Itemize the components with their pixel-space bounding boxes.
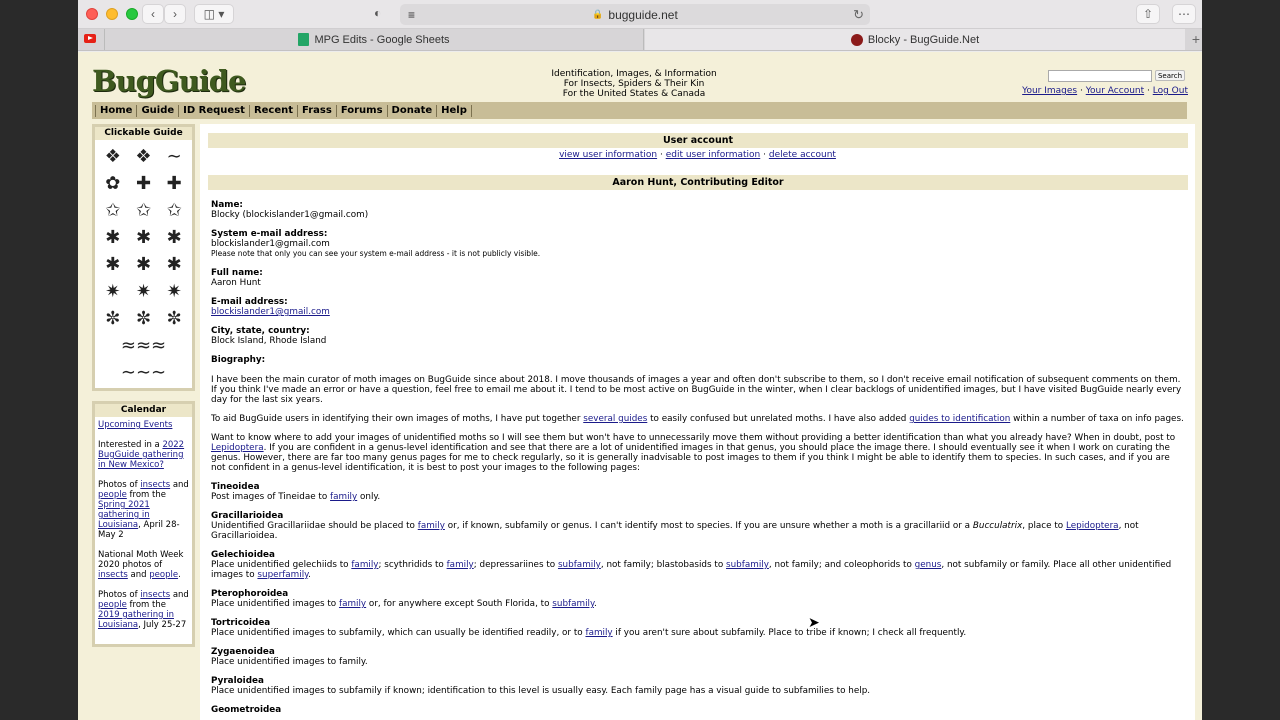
text: only. <box>357 492 381 502</box>
group-name: Pterophoroidea <box>211 589 289 599</box>
clickable-guide-grid <box>95 140 192 388</box>
text: , not family; blastobasids to <box>600 560 727 570</box>
text: . <box>593 599 597 609</box>
insects-link[interactable]: insects <box>140 480 171 490</box>
calendar-box <box>92 401 195 647</box>
new-tab-icon[interactable]: + <box>1191 31 1200 47</box>
group-name: Pyraloidea <box>211 676 264 686</box>
text: or, if known, subfamily or genus. I can't identify most to species. If you are unsure whether a moth is a gracillariid or a <box>444 521 973 531</box>
scorpion-icon[interactable]: ✼ <box>166 307 182 329</box>
group-zygaenoidea <box>211 647 1186 667</box>
bio-paragraph: I have been the main curator of moth images on BugGuide since about 2018. I move thousands of images a year and often don't subscribe to them, so I don't receive email notification of subsequent comments on them. If you think I've made an error or have a question, feel free to email me about it. I tend to be most active on BugGuide in the winter, when I clear backlogs of unidentified images, but I have visited BugGuide nearly every day for the last six years. <box>211 375 1182 405</box>
calendar-title: Calendar <box>95 404 192 417</box>
superfamily-link[interactable]: superfamily <box>257 570 309 580</box>
email-link[interactable]: blockislander1@gmail.com <box>211 307 330 317</box>
millipede-icon[interactable]: ∼∼∼ <box>120 361 167 383</box>
account-details <box>211 200 1186 720</box>
address-bar[interactable] <box>400 4 870 25</box>
privacy-shield-icon[interactable]: ◐ <box>374 6 382 20</box>
genus-name: Bucculatrix <box>972 521 1023 531</box>
insects-link[interactable]: insects <box>98 570 128 580</box>
family-link[interactable]: family <box>417 521 445 531</box>
text: , not subfamily or family. Place all other unidentified images to <box>211 560 1172 580</box>
group-pterophoroidea <box>211 589 1186 609</box>
group-name: Tineoidea <box>211 482 260 492</box>
family-link[interactable]: family <box>338 599 367 609</box>
lepidoptera-link[interactable]: Lepidoptera <box>1065 521 1119 531</box>
full-name-field <box>211 268 1186 288</box>
field-value: Aaron Hunt <box>211 278 261 288</box>
nav-donate[interactable]: Donate <box>388 105 438 117</box>
nav-frass[interactable]: Frass <box>298 105 337 117</box>
clickable-guide-title: Clickable Guide <box>95 127 192 140</box>
item-text: , April 28-May 2 <box>98 520 180 540</box>
subfamily-link[interactable]: subfamily <box>557 560 601 570</box>
weevil-icon[interactable]: ✷ <box>166 280 182 302</box>
group-name: Geometroidea <box>211 705 282 715</box>
insects-link[interactable]: insects <box>140 590 171 600</box>
tab-bugguide[interactable] <box>645 29 1185 50</box>
wasp-icon[interactable]: ✱ <box>135 226 152 248</box>
back-icon[interactable]: ‹ <box>142 4 164 24</box>
nav-recent[interactable]: Recent <box>250 105 298 117</box>
calendar-item <box>98 440 189 470</box>
subfamily-link[interactable]: subfamily <box>726 560 769 570</box>
item-text: Photos of <box>98 480 141 490</box>
group-name: Tortricoidea <box>211 618 271 628</box>
text: to easily confused but unrelated moths. I have also added <box>647 414 910 424</box>
system-email-field <box>211 229 1186 259</box>
text: . <box>308 570 311 580</box>
field-label: Full name: <box>211 268 263 278</box>
spring-2021-gathering-link[interactable]: Spring 2021 gathering in Louisiana <box>98 500 150 530</box>
text: within a number of taxa on info pages. <box>1010 414 1184 424</box>
url-text: bugguide.net <box>608 7 678 22</box>
edit-user-info-link[interactable]: edit user information <box>665 150 761 160</box>
item-text: . <box>178 570 181 580</box>
main-nav <box>92 102 1187 119</box>
gathering-2019-link[interactable]: 2019 gathering in Louisiana <box>98 610 174 630</box>
mouse-cursor-icon: ➤ <box>808 614 820 630</box>
log-out-link[interactable]: Log Out <box>1152 86 1188 96</box>
text: Post images of Tineidae to <box>211 492 331 502</box>
tab-label: MPG Edits - Google Sheets <box>314 33 450 46</box>
field-label: City, state, country: <box>211 326 310 336</box>
clickable-guide-box <box>92 124 195 391</box>
subfamily-link[interactable]: subfamily <box>552 599 594 609</box>
group-tortricoidea <box>211 618 1186 638</box>
nav-forums[interactable]: Forums <box>337 105 388 117</box>
walkingstick-icon[interactable]: ✱ <box>105 253 121 275</box>
butterfly-icon[interactable]: ❖ <box>135 145 152 167</box>
user-links: Your Images · Your Account · Log Out <box>1022 86 1188 96</box>
group-name: Gracillarioidea <box>211 511 284 521</box>
dragonfly-icon[interactable]: ✚ <box>135 172 152 194</box>
tagline-line: For Insects, Spiders & Their Kin <box>563 79 705 89</box>
reader-icon[interactable]: ≡ <box>408 8 416 22</box>
browser-window <box>78 0 1202 720</box>
gathering-2022-link[interactable]: 2022 BugGuide gathering in New Mexico? <box>98 440 185 470</box>
nav-guide[interactable]: Guide <box>137 105 179 117</box>
share-icon[interactable]: ⇧ <box>1136 4 1160 24</box>
nav-home[interactable]: Home <box>95 105 137 117</box>
text: Place unidentified images to subfamily if known; identification to this level is usually easy. Each family page has a visual guide to subfamilies to help. <box>211 686 871 696</box>
family-link[interactable]: family <box>446 560 474 570</box>
cicada-icon[interactable]: ✱ <box>166 253 182 275</box>
mantis-icon[interactable]: ✩ <box>105 199 121 221</box>
hornet-icon[interactable]: ✱ <box>166 226 182 248</box>
bee-icon[interactable]: ✿ <box>105 172 121 194</box>
guides-to-identification-link[interactable]: guides to identification <box>909 414 1011 424</box>
field-value: Block Island, Rhode Island <box>211 336 327 346</box>
field-label: E-mail address: <box>211 297 288 307</box>
tick-icon[interactable]: ✼ <box>135 307 152 329</box>
item-text: National Moth Week 2020 photos of <box>98 550 184 570</box>
bio-paragraph <box>211 433 1186 473</box>
nav-id-request[interactable]: ID Request <box>179 105 250 117</box>
search-button[interactable]: Search <box>1155 70 1185 81</box>
calendar-item <box>98 590 189 630</box>
close-window-button[interactable] <box>86 8 98 20</box>
account-links: view user information · edit user information · delete account <box>559 150 836 160</box>
text: Place unidentified images to subfamily, which can usually be identified readily, or to <box>211 628 586 638</box>
user-account-header: User account <box>208 133 1188 148</box>
bugguide-logo[interactable]: BugGuide <box>92 64 246 98</box>
lepidoptera-link[interactable]: Lepidoptera <box>211 443 264 453</box>
fullscreen-window-button[interactable] <box>126 8 138 20</box>
field-label: Biography: <box>211 355 266 365</box>
left-sidebar <box>92 124 195 647</box>
text: . If you are confident in a genus-level identification and see that there are a lot of unidentified images in that genus, you should place the image there. I should eventually see it when I work on curating the genus. However, there are far too many genus pages for me to check regularly, so it is generally inadvisable to post images to them if you think I might be able to identify them to species. In such cases, and if you are not confident in a genus-level identification, it is best to post your images to the following pages: <box>211 443 1170 473</box>
site-search-input[interactable] <box>1048 70 1152 82</box>
forward-icon[interactable]: › <box>164 4 186 24</box>
text: ; depressariines to <box>473 560 558 570</box>
item-text: Interested in a <box>98 440 163 450</box>
item-text: from the <box>126 490 166 500</box>
calendar-item <box>98 480 189 540</box>
grasshopper-icon[interactable]: ✩ <box>135 199 152 221</box>
field-value: Blocky (blockislander1@gmail.com) <box>211 210 369 220</box>
name-field <box>211 200 1186 220</box>
people-link[interactable]: people <box>149 570 179 580</box>
view-user-info-link[interactable]: view user information <box>559 150 658 160</box>
family-link[interactable]: family <box>585 628 613 638</box>
youtube-pinned-tab-icon[interactable] <box>84 34 96 43</box>
calendar-item <box>98 550 189 580</box>
user-title-bar: Aaron Hunt, Contributing Editor <box>208 175 1188 190</box>
text: Place unidentified images to <box>211 599 339 609</box>
group-geometroidea <box>211 705 1186 715</box>
item-text: and <box>170 480 189 490</box>
web-page <box>78 52 1202 720</box>
tagline-line: Identification, Images, & Information <box>551 69 717 79</box>
group-name: Zygaenoidea <box>211 647 275 657</box>
field-label: Name: <box>211 200 243 210</box>
bug-icon[interactable]: ✱ <box>135 253 152 275</box>
text: ; scythridids to <box>378 560 447 570</box>
google-sheets-icon <box>298 33 309 46</box>
moth-icon[interactable]: ❖ <box>104 145 121 167</box>
group-gracillarioidea <box>211 511 1186 541</box>
text: Place unidentified gelechiids to <box>211 560 352 570</box>
text: To aid BugGuide users in identifying their own images of moths, I have put together <box>211 414 584 424</box>
text: if you aren't sure about subfamily. Place to tribe if known; I check all frequently. <box>612 628 967 638</box>
item-text: Photos of <box>98 590 141 600</box>
text: Place unidentified images to family. <box>211 657 368 667</box>
delete-account-link[interactable]: delete account <box>768 150 836 160</box>
upcoming-events-link[interactable]: Upcoming Events <box>98 420 173 430</box>
lock-icon: 🔒 <box>592 9 604 19</box>
site-header <box>78 52 1202 102</box>
title-bar <box>78 0 1202 29</box>
damselfly-icon[interactable]: ✚ <box>166 172 182 194</box>
text: , not family; and coleophorids to <box>768 560 915 570</box>
text: , place to <box>1022 521 1066 531</box>
fly-icon[interactable]: ✱ <box>105 226 121 248</box>
people-link[interactable]: people <box>98 600 127 610</box>
caterpillar-icon[interactable]: ∼ <box>166 145 182 167</box>
group-pyraloidea <box>211 676 1186 696</box>
tab-bar <box>78 29 1202 51</box>
people-link[interactable]: people <box>98 490 127 500</box>
several-guides-link[interactable]: several guides <box>583 414 648 424</box>
ladybug-icon[interactable]: ✷ <box>135 280 152 302</box>
bio-paragraph <box>211 414 1186 424</box>
text: , not Gracillarioidea. <box>211 521 1139 541</box>
your-account-link[interactable]: Your Account <box>1085 86 1145 96</box>
text: Unidentified Gracillariidae should be placed to <box>211 521 418 531</box>
minimize-window-button[interactable] <box>106 8 118 20</box>
tagline-line: For the United States & Canada <box>562 89 706 99</box>
group-tineoidea <box>211 482 1186 502</box>
calendar-body <box>95 417 192 630</box>
tab-label: Blocky - BugGuide.Net <box>867 33 980 46</box>
nav-help[interactable]: Help <box>437 105 472 117</box>
item-text: from the <box>126 600 166 610</box>
genus-link[interactable]: genus <box>914 560 942 570</box>
family-link[interactable]: family <box>330 492 358 502</box>
group-name: Gelechioidea <box>211 550 275 560</box>
main-content <box>200 124 1195 720</box>
your-images-link[interactable]: Your Images <box>1022 86 1078 96</box>
item-text: and <box>170 590 189 600</box>
beetle-icon[interactable]: ✷ <box>105 280 121 302</box>
centipede-icon[interactable]: ≈≈≈ <box>120 334 167 356</box>
group-gelechioidea <box>211 550 1186 580</box>
item-text: and <box>127 570 150 580</box>
field-label: System e-mail address: <box>211 229 328 239</box>
item-text: , July 25-27 <box>138 620 187 630</box>
text: or, for anywhere except South Florida, to <box>366 599 553 609</box>
email-field <box>211 297 1186 317</box>
cricket-icon[interactable]: ✩ <box>166 199 182 221</box>
bugguide-favicon-icon <box>851 34 863 46</box>
reload-icon[interactable]: ↻ <box>853 7 864 22</box>
tab-google-sheets[interactable] <box>104 29 644 50</box>
biography-label-block <box>211 355 1186 365</box>
field-note: Please note that only you can see your system e-mail address - it is not publicly visible. <box>211 249 541 258</box>
field-value: blockislander1@gmail.com <box>211 239 330 249</box>
family-link[interactable]: family <box>351 560 379 570</box>
sidebar-toggle-icon[interactable]: ◫ ▾ <box>194 4 234 24</box>
site-tagline <box>544 69 724 99</box>
text: Want to know where to add your images of unidentified moths so I will see them but won't have to unnecessarily move them without providing a better identification than what you already have? When in doubt, post to <box>211 433 1176 443</box>
tab-overview-icon[interactable]: ⋯ <box>1172 4 1196 24</box>
spider-icon[interactable]: ✼ <box>105 307 121 329</box>
city-field <box>211 326 1186 346</box>
